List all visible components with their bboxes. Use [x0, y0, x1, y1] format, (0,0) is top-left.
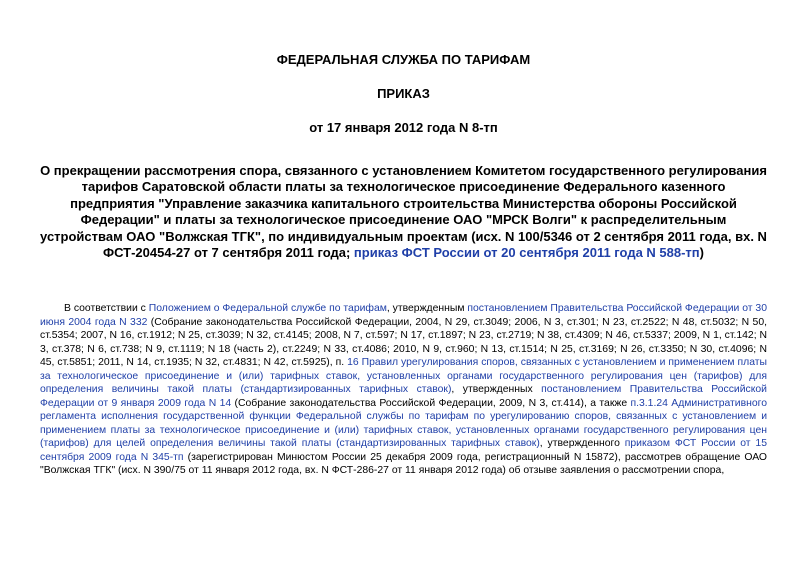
link-regulation-fst[interactable]: Положением о Федеральной службе по тарифам: [148, 303, 387, 314]
title-text: О прекращении рассмотрения спора, связанного с установлением Комитетом государственного регулирования тарифов Саратовской области платы за технологическое присоединение Федерального казенного предприятия "Управление заказчика капитального строительства Министерства обороны Российской Федерации" и платы за технологическое присоединение ОАО "МРСК Волги" к распределительным устройствам ОАО "Волжская ТГК", по индивидуальным проектам (исх. N 100/5346 от 2 сентября 2011 года, вх. N ФСТ-20454-27 от 7 сентября 2011 года;: [40, 163, 767, 261]
body-text-6: , утвержденного: [539, 438, 625, 449]
body-paragraph: [40, 302, 767, 478]
agency-heading: ФЕДЕРАЛЬНАЯ СЛУЖБА ПО ТАРИФАМ: [276, 52, 531, 67]
title-amendment-link[interactable]: приказ ФСТ России от 20 сентября 2011 года N 588-тп: [353, 245, 700, 261]
body-text-4: , утвержденных: [451, 384, 542, 395]
body-text-5: (Собрание законодательства Российской Федерации, 2009, N 3, ст.414), а также: [231, 397, 631, 409]
document-type-heading: ПРИКАЗ: [377, 86, 430, 101]
document-date-number: от 17 января 2012 года N 8-тп: [309, 120, 498, 135]
body-text-3: (Собрание законодательства Российской Федерации, 2004, N 29, ст.3049; 2006, N 3, ст.301; N 23, ст.2522; N 48, ст.5032; N 50, ст.5354; 2007, N 16, ст.1912; N 25, ст.3039; N 32, ст.4145; 2008, N 7, ст.597; N 17, ст.1897; N 23, ст.2719; N 38, ст.4309; N 46, ст.5337; 2009, N 1, ст.142; N 3, ст.378; N 6, ст.738; N 9, ст.1119; N 18 (часть 2), ст.2249; N 33, ст.4086; 2010, N 9, ст.960; N 13, ст.1514; N 25, ст.3169; N 26, ст.3350; N 30, ст.4096; N 45, ст.5851; 2011, N 14, ст.1935; N 32, ст.4831; N 42, ст.5925), п.: [40, 316, 768, 368]
body-text-7: (зарегистрирован Минюстом России 25 декабря 2009 года, регистрационный N 15872), рассмотрев обращение ОАО "Волжская ТГК" (исх. N 390/75 от 11 января 2012 года, вх. N ФСТ-286-27 от 11 января 2012 года) об отзыве заявления о рассмотрении спора,: [40, 451, 768, 476]
link-government-decree-14[interactable]: постановлением Правительства Российской Федерации от 9 января 2009 года N 14: [40, 384, 767, 409]
link-fst-order-345[interactable]: приказом ФСТ России от 15 сентября 2009 года N 345-тп: [40, 438, 767, 463]
document-title: [40, 163, 767, 261]
body-text-1: В соответствии с: [64, 303, 149, 314]
title-end: ): [699, 245, 704, 261]
link-admin-regulation[interactable]: п.3.1.24 Административного регламента исполнения государственной функции Федеральной службы по тарифам по урегулированию споров, связанных с установлением и применением платы за технологическое присоединение и (или) тарифных ставок, установленных органами государственного регулирования цен (тарифов) для целей определения величины такой платы (стандартизированных тарифных ставок): [40, 397, 767, 449]
link-dispute-rules[interactable]: 16 Правил урегулирования споров, связанных с установлением и применением платы за технологическое присоединение и (или) тарифных ставок, установленных органами государственного регулирования цен (тарифов) для определения величины такой платы (стандартизированных тарифных ставок): [40, 357, 767, 395]
body-text-2: , утвержденным: [386, 303, 468, 314]
link-government-decree-332[interactable]: постановлением Правительства Российской Федерации от 30 июня 2004 года N 332: [40, 303, 767, 328]
